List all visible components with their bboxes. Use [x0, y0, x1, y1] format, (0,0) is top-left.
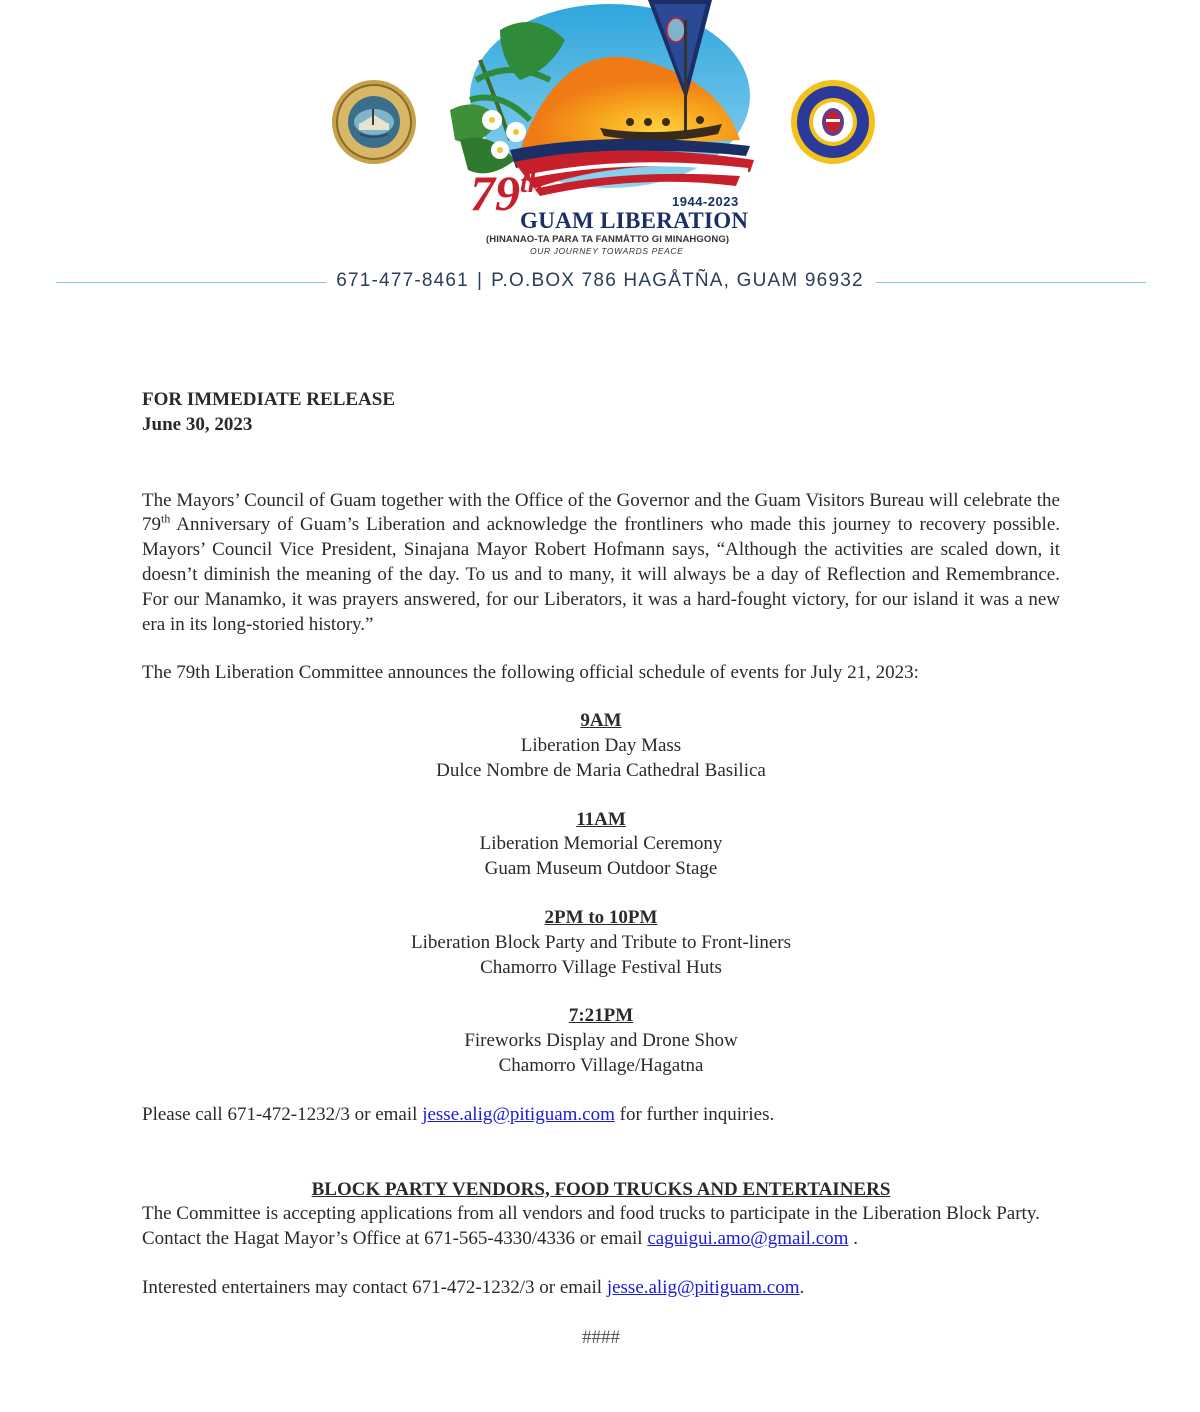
contact-phone: 671-477-8461 [336, 270, 469, 291]
schedule-intro: The 79th Liberation Committee announces the following official schedule of events for July 21, 2023: [142, 662, 919, 684]
event-title: Liberation Block Party and Tribute to Front-liners [411, 931, 791, 953]
schedule-event [142, 906, 1060, 980]
event-time: 2PM to 10PM [544, 906, 658, 928]
event-location: Guam Museum Outdoor Stage [484, 858, 718, 880]
entertainers-paragraph: Interested entertainers may contact 671-472-1232/3 or email jesse.alig@pitiguam.com. [142, 1276, 805, 1298]
event-location: Dulce Nombre de Maria Cathedral Basilica [436, 759, 766, 781]
logo-dates: 1944-2023 [672, 194, 739, 209]
schedule-event [142, 808, 1060, 882]
release-date: June 30, 2023 [142, 413, 253, 435]
schedule-event [142, 709, 1060, 783]
vendors-paragraph: The Committee is accepting applications from all vendors and food trucks to participate in the Liberation Block Party. Contact the Hagat Mayor’s Office at 671-565-4330/4336 or email caguigui.amo@gmail.com . [142, 1203, 1040, 1250]
logo-subtitle: (HINANAO-TA PARA TA FANMÅTTO GI MINAHGONG) [486, 234, 730, 245]
contact-address: P.O.BOX 786 HAGÅTÑA, GUAM 96932 [491, 270, 864, 291]
vendors-heading: BLOCK PARTY VENDORS, FOOD TRUCKS AND ENTERTAINERS [311, 1178, 891, 1200]
letterhead [0, 0, 1200, 310]
event-time: 9AM [580, 710, 622, 732]
vendors-email-link[interactable]: caguigui.amo@gmail.com [647, 1228, 849, 1250]
event-time: 11AM [576, 808, 626, 830]
event-schedule [142, 709, 1060, 1079]
event-location: Chamorro Village Festival Huts [480, 956, 722, 978]
end-mark: #### [582, 1326, 620, 1348]
logo-tagline: OUR JOURNEY TOWARDS PEACE [530, 246, 684, 256]
release-label: FOR IMMEDIATE RELEASE [142, 389, 396, 410]
event-title: Liberation Memorial Ceremony [479, 833, 723, 855]
event-time: 7:21PM [568, 1005, 634, 1027]
intro-paragraph: The Mayors’ Council of Guam together with the Office of the Governor and the Guam Visitors Bureau will celebrate the 79th Anniversary of Guam’s Liberation and acknowledge the frontliners who made this journey to recovery possible. Mayors’ Council Vice President, Sinajana Mayor Robert Hofmann says, “Although the activities are scaled down, it doesn’t diminish the meaning of the day. To us and to many, it will always be a day of Reflection and Remembrance. For our Manamko, it was prayers answered, for our Liberators, it was a hard-fought victory, for our island it was a new era in its long-storied history.” [142, 489, 1060, 635]
contact-rule-left [56, 282, 326, 283]
schedule-event [142, 1004, 1060, 1078]
event-title: Liberation Day Mass [520, 734, 682, 756]
logo-title: GUAM LIBERATION [520, 208, 749, 233]
logo-anniversary-number: 79th [470, 165, 544, 221]
governor-seal-icon [331, 79, 417, 165]
inquiry-email-link[interactable]: jesse.alig@pitiguam.com [422, 1103, 615, 1125]
event-location: Chamorro Village/Hagatna [498, 1054, 704, 1076]
entertainers-email-link[interactable]: jesse.alig@pitiguam.com [606, 1276, 800, 1298]
contact-rule-right [876, 282, 1146, 283]
event-title: Fireworks Display and Drone Show [464, 1030, 738, 1052]
press-release-body [142, 388, 1060, 1351]
contact-separator: | [476, 270, 484, 291]
inquiry-paragraph: Please call 671-472-1232/3 or email jesse.alig@pitiguam.com for further inquiries. [142, 1103, 775, 1125]
contact-line [330, 270, 870, 292]
mayors-council-seal-icon [790, 79, 876, 165]
